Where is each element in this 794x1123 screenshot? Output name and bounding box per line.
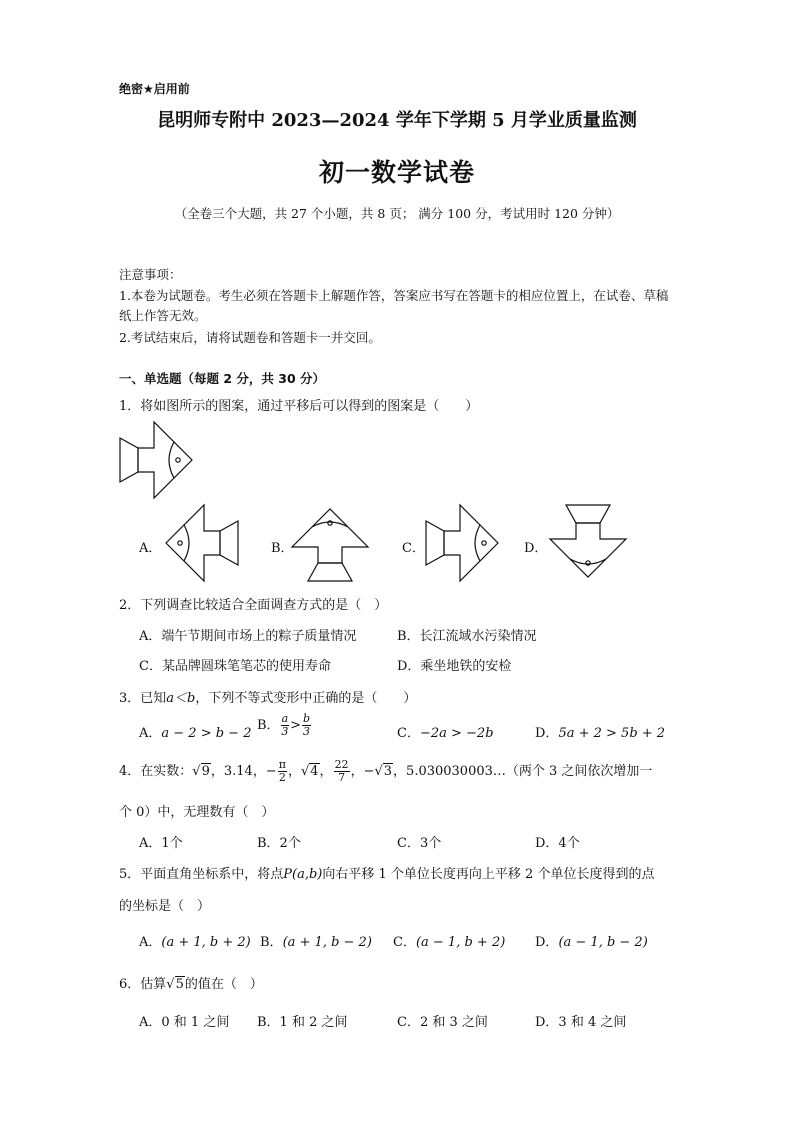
exam-subtitle: 初一数学试卷 <box>318 158 475 187</box>
fraction: $\frac{\pi}{2}$ <box>278 758 286 784</box>
q5-option-b: B．(a + 1, b − 2) <box>260 935 372 950</box>
fraction: $\frac{22}{7}$ <box>334 758 349 784</box>
fraction: $\frac{b}{3}$ <box>303 712 311 738</box>
q1-option-d-label: D． <box>524 541 548 556</box>
q1-option-b-label: B． <box>271 541 294 556</box>
exam-info: （全卷三个大题，共 27 个小题，共 8 页； 满分 100 分，考试用时 120 分钟） <box>174 206 620 221</box>
q2-option-a: A．端午节期间市场上的粽子质量情况 <box>139 629 357 644</box>
q6-option-b: B．1 和 2 之间 <box>257 1015 348 1030</box>
question-4-stem: 4．在实数：√9，3.14，− $\frac{\pi}{2}$ ，√4， $\frac{22}{7}$ ，−√3，5.030030003…（两个 3 之间依次增加一 <box>119 758 653 784</box>
question-6-stem: 6．估算√5的值在（ ） <box>119 977 263 992</box>
q1-option-c-label: C． <box>402 541 425 556</box>
q2-option-c: C．某品牌圆珠笔笔芯的使用寿命 <box>139 659 331 674</box>
q6-option-c: C．2 和 3 之间 <box>397 1015 488 1030</box>
question-3-stem: 3．已知a＜b，下列不等式变形中正确的是（ ） <box>119 691 417 706</box>
secrecy-mark: 绝密★启用前 <box>119 82 190 96</box>
notes-heading: 注意事项： <box>119 267 182 282</box>
q5-option-d: D．(a − 1, b − 2) <box>535 935 648 950</box>
q5-option-c: C．(a − 1, b + 2) <box>393 935 506 950</box>
q5-option-a: A．(a + 1, b + 2) <box>139 935 251 950</box>
q3-option-c: C．−2a > −2b <box>397 726 494 741</box>
fish-option-b <box>290 503 370 583</box>
q4-option-b: B．2个 <box>257 836 301 851</box>
q4-option-c: C．3个 <box>397 836 442 851</box>
q6-option-a: A．0 和 1 之间 <box>139 1015 230 1030</box>
q3-option-a: A．a − 2 > b − 2 <box>139 726 252 741</box>
question-4-line2: 个 0）中，无理数有（ ） <box>119 805 275 820</box>
note-item: 2.考试结束后，请将试题卷和答题卡一并交回。 <box>119 330 381 345</box>
q4-option-d: D．4个 <box>535 836 580 851</box>
q6-option-d: D．3 和 4 之间 <box>535 1015 627 1030</box>
fish-option-a <box>160 503 240 583</box>
question-2-stem: 2．下列调查比较适合全面调查方式的是（ ） <box>119 598 388 613</box>
q3-option-d: D．5a + 2 > 5b + 2 <box>535 726 666 741</box>
fraction: $\frac{a}{3}$ <box>281 712 289 738</box>
q3-condition: a＜b <box>166 691 196 706</box>
question-5-stem: 5．平面直角坐标系中，将点P(a,b)向右平移 1 个单位长度再向上平移 2 个单位长度得到的点 <box>119 867 655 882</box>
fish-option-c <box>424 503 504 583</box>
q4-option-a: A．1个 <box>139 836 183 851</box>
note-item: 1.本卷为试题卷。考生必须在答题卡上解题作答，答案应书写在答题卡的相应位置上，在试卷、草稿纸上作答无效。 <box>119 288 669 323</box>
q1-option-a-label: A． <box>139 541 162 556</box>
q2-option-d: D．乘坐地铁的安检 <box>397 659 512 674</box>
q2-option-b: B．长江流域水污染情况 <box>397 629 537 644</box>
exam-title: 昆明师专附中 2023—2024 学年下学期 5 月学业质量监测 <box>157 110 637 131</box>
question-1-stem: 1．将如图所示的图案，通过平移后可以得到的图案是（ ） <box>119 399 479 414</box>
section-heading: 一、单选题（每题 2 分，共 30 分） <box>119 371 326 386</box>
fish-figure-original <box>118 420 198 500</box>
fish-option-d <box>548 503 628 583</box>
q3-option-b: B． $\frac{a}{3}$ > $\frac{b}{3}$ <box>257 712 311 738</box>
question-5-line2: 的坐标是（ ） <box>119 899 211 914</box>
